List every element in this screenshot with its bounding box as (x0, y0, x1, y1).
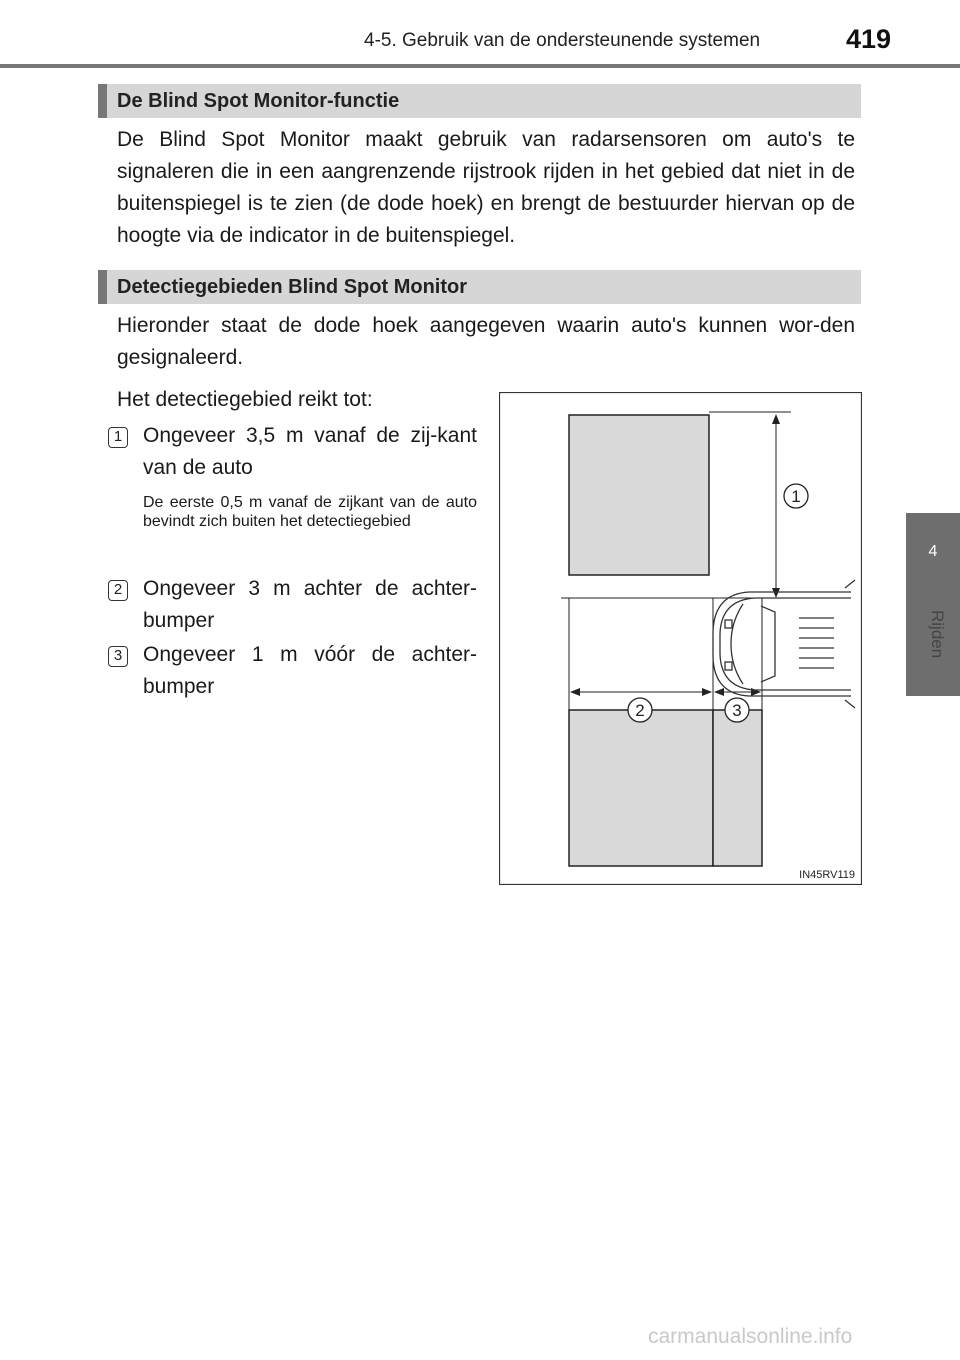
rear-detection-zone-near (713, 710, 762, 866)
watermark-text: carmanualsonline.info (648, 1325, 853, 1348)
item-text-3: Ongeveer 1 m vóór de achter-bumper (143, 643, 477, 698)
front-detection-zone (569, 415, 709, 575)
svg-text:3: 3 (732, 701, 742, 720)
callout-1 (784, 484, 808, 508)
section-heading-text: Detectiegebieden Blind Spot Monitor (117, 276, 468, 298)
svg-text:1: 1 (791, 487, 801, 506)
chapter-section-title: 4-5. Gebruik van de ondersteunende systemen (364, 30, 761, 51)
rear-detection-zone-far (569, 710, 713, 866)
svg-text:2: 2 (635, 701, 645, 720)
chapter-tab-label: Rijden (928, 610, 947, 659)
section-body-detection: Hieronder staat de dode hoek aangegeven waarin auto's kunnen wor-den gesignaleerd. (117, 314, 855, 369)
section-body-function: De Blind Spot Monitor maakt gebruik van radarsensoren om auto's te signaleren die in een aangrenzende rijstrook rijden in het gebied dat niet in de buitenspiegel is te zien (de dode hoek) en brengt de bestuurder hiervan op de hoogte via de indicator in de buitenspiegel. (117, 128, 855, 247)
page-number: 419 (846, 24, 892, 54)
section-heading-text: De Blind Spot Monitor-functie (117, 90, 400, 112)
callout-2 (628, 698, 652, 722)
item-number-3: 3 (108, 646, 128, 667)
item-number-2: 2 (108, 580, 128, 601)
callout-3 (725, 698, 749, 722)
item-note-1: De eerste 0,5 m vanaf de zijkant van de auto bevindt zich buiten het detectiegebied (143, 494, 477, 530)
section-heading-function (98, 84, 861, 118)
blind-spot-diagram (499, 392, 862, 885)
section-heading-detection (98, 270, 861, 304)
chapter-tab-number: 4 (928, 543, 938, 560)
header-divider (0, 64, 960, 68)
figure-code: IN45RV119 (799, 869, 855, 881)
item-number-1: 1 (108, 427, 128, 448)
detection-intro: Het detectiegebied reikt tot: (117, 388, 373, 411)
item-text-2: Ongeveer 3 m achter de achter-bumper (143, 577, 477, 632)
item-text-1: Ongeveer 3,5 m vanaf de zij-kant van de auto (143, 424, 477, 479)
